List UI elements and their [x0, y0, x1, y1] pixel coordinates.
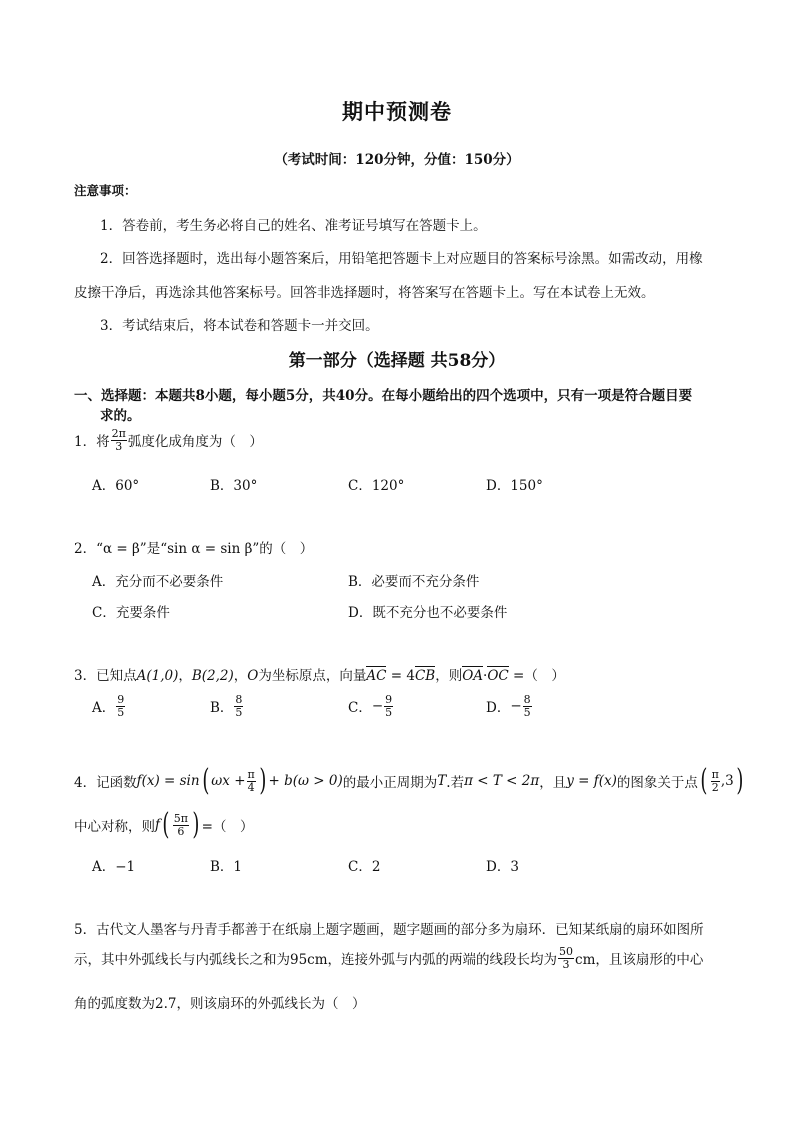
q4-part1: 4．记函数 [74, 775, 137, 791]
question-2-stem: 2．“α = β”是“sin α = sin β”的（ ） [74, 541, 314, 557]
q1-option-c[interactable]: C．120° [348, 478, 405, 494]
q3-option-d-num: 8 [523, 693, 531, 706]
q5-frac-num: 50 [559, 945, 574, 958]
q3-sep2: ， [233, 668, 248, 684]
q4-four: 4 [247, 780, 255, 794]
q1-frac-num: 2π [111, 427, 126, 440]
q3-dot: · [483, 668, 488, 684]
question-5-line3: 角的弧度数为2.7，则该扇环的外弧线长为（ ） [74, 996, 366, 1012]
q3-option-d-sign: − [510, 698, 522, 715]
q4-pi: π [247, 767, 255, 781]
q4-part5: ，且 [539, 775, 567, 791]
q4-option-b[interactable]: B．1 [210, 859, 243, 875]
q3-option-c-den: 5 [385, 705, 393, 719]
q3-stem-d: =（ ） [508, 668, 565, 684]
q4-fx: f(x) = sin [136, 773, 200, 789]
q4-frac-pi-4 [247, 769, 256, 793]
q5-frac-den: 3 [562, 957, 570, 971]
q2-option-a[interactable]: A．充分而不必要条件 [92, 574, 224, 590]
q3-stem-b: 为坐标原点，向量 [258, 668, 367, 684]
q3-option-a-num: 9 [117, 693, 125, 706]
q3-option-a-den: 5 [117, 705, 125, 719]
q3-vec-ac: AC [366, 668, 387, 684]
note-item-2-line1: 2．回答选择题时，选出每小题答案后，用铅笔把答题卡上对应题目的答案标号涂黑。如需改动，用橡 [100, 251, 703, 267]
q1-option-d[interactable]: D．150° [486, 478, 543, 494]
q4-line2a: 中心对称，则 [74, 819, 155, 835]
q3-vec-oa: OA [462, 668, 484, 684]
q3-point-a: A(1,0) [136, 668, 179, 684]
question-1-stem [74, 428, 263, 452]
q3-option-c-num: 9 [385, 693, 393, 706]
section-intro-line2: 求的。 [100, 408, 141, 424]
q1-prefix: 1．将 [74, 434, 110, 451]
q3-option-b-den: 5 [235, 705, 243, 719]
q4-option-a[interactable]: A．−1 [92, 859, 136, 875]
q4-part2: + b(ω > 0) [268, 773, 343, 789]
q4-inner: ωx + [211, 773, 246, 789]
q3-option-c-label: C． [348, 700, 372, 717]
q3-option-a-label: A． [92, 700, 116, 717]
q2-option-c[interactable]: C．充要条件 [92, 605, 170, 621]
q3-option-b-label: B． [210, 700, 234, 717]
q3-point-b: B(2,2) [191, 668, 234, 684]
q3-option-b[interactable] [210, 694, 244, 718]
q3-stem-c: ，则 [435, 668, 463, 684]
q4-f-num: 5π [173, 811, 188, 825]
question-4-stem-line1 [74, 763, 745, 798]
q3-option-c[interactable] [348, 694, 394, 718]
q4-f-frac [173, 813, 189, 837]
q3-option-d-label: D． [486, 700, 511, 717]
q4-yfx: y = f(x) [566, 773, 617, 789]
q3-point-o: O [247, 668, 259, 684]
page-title: 期中预测卷 [342, 99, 452, 124]
q4-line2b: =（ ） [201, 819, 254, 835]
q4-option-d[interactable]: D．3 [486, 859, 519, 875]
q1-frac-den: 3 [115, 439, 123, 453]
note-item-2-line2: 皮擦干净后，再选涂其他答案标号。回答非选择题时，将答案写在答题卡上。写在本试卷上无效。 [74, 285, 655, 301]
q3-option-d[interactable] [486, 694, 533, 718]
q3-option-d-den: 5 [523, 705, 531, 719]
q3-option-d-frac [523, 694, 532, 718]
q4-part6: 的图象关于点 [616, 775, 698, 791]
q4-part4: .若 [446, 775, 465, 791]
note-item-1: 1．答卷前，考生务必将自己的姓名、准考证号填写在答题卡上。 [100, 218, 487, 234]
q4-point-open: ( [700, 763, 708, 798]
q3-option-c-frac [384, 694, 393, 718]
q4-f-open: ( [162, 807, 170, 842]
notes-heading: 注意事项： [74, 183, 137, 198]
q2-option-d[interactable]: D．既不充分也不必要条件 [348, 605, 508, 621]
q3-eq: = 4 [386, 668, 415, 684]
q5-line2b: cm，且该扇形的中心 [575, 952, 704, 969]
q4-point-close: ) [736, 763, 744, 798]
question-3-stem [74, 664, 565, 684]
q4-pt-tail: ,3 [720, 773, 734, 789]
q4-inequality: π < T < 2π [464, 773, 540, 789]
q4-point-frac [711, 769, 720, 793]
q4-f-close: ) [192, 807, 200, 842]
q3-option-b-frac [234, 694, 243, 718]
q2-option-b[interactable]: B．必要而不充分条件 [348, 574, 480, 590]
q3-option-a[interactable] [92, 694, 126, 718]
q1-option-a[interactable]: A．60° [92, 478, 140, 494]
q3-option-a-frac [116, 694, 125, 718]
q4-f-den: 6 [177, 824, 185, 838]
q4-period-t: T [437, 773, 447, 789]
q4-pt-num: π [711, 767, 719, 781]
question-5-line1: 5．古代文人墨客与丹青手都善于在纸扇上题字题画，题字题画的部分多为扇环．已知某纸扇的扇环如图所 [74, 922, 704, 938]
q3-option-b-num: 8 [235, 693, 243, 706]
question-5-line2 [74, 946, 703, 970]
q3-stem-a: 3．已知点 [74, 668, 137, 684]
q3-vec-cb: CB [414, 668, 436, 684]
q3-option-c-sign: − [371, 698, 384, 715]
q5-frac [558, 946, 574, 970]
q4-part3: 的最小正周期为 [342, 775, 438, 791]
q1-fraction [111, 428, 127, 452]
q4-paren-close: ) [259, 763, 267, 798]
q3-sep1: ， [178, 668, 192, 684]
q5-line2a: 示，其中外弧线长与内弧线长之和为95cm，连接外弧与内弧的两端的线段长均为 [74, 952, 558, 969]
q4-option-c[interactable]: C．2 [348, 859, 381, 875]
q1-suffix: 弧度化成角度为（ ） [127, 434, 263, 451]
section-intro-line1: 一、选择题：本题共8小题，每小题5分，共40分。在每小题给出的四个选项中，只有一项是符合题目要 [74, 388, 693, 404]
q4-f: f [155, 817, 160, 833]
q1-option-b[interactable]: B．30° [210, 478, 258, 494]
q4-pt-den: 2 [711, 780, 719, 794]
q4-paren-open: ( [201, 763, 209, 798]
exam-info: （考试时间：120分钟，分值：150分） [274, 152, 520, 168]
question-4-stem-line2 [74, 807, 254, 842]
q3-vec-oc: OC [487, 668, 509, 684]
section-title: 第一部分（选择题 共58分） [288, 351, 506, 371]
note-item-3: 3．考试结束后，将本试卷和答题卡一并交回。 [100, 318, 379, 334]
